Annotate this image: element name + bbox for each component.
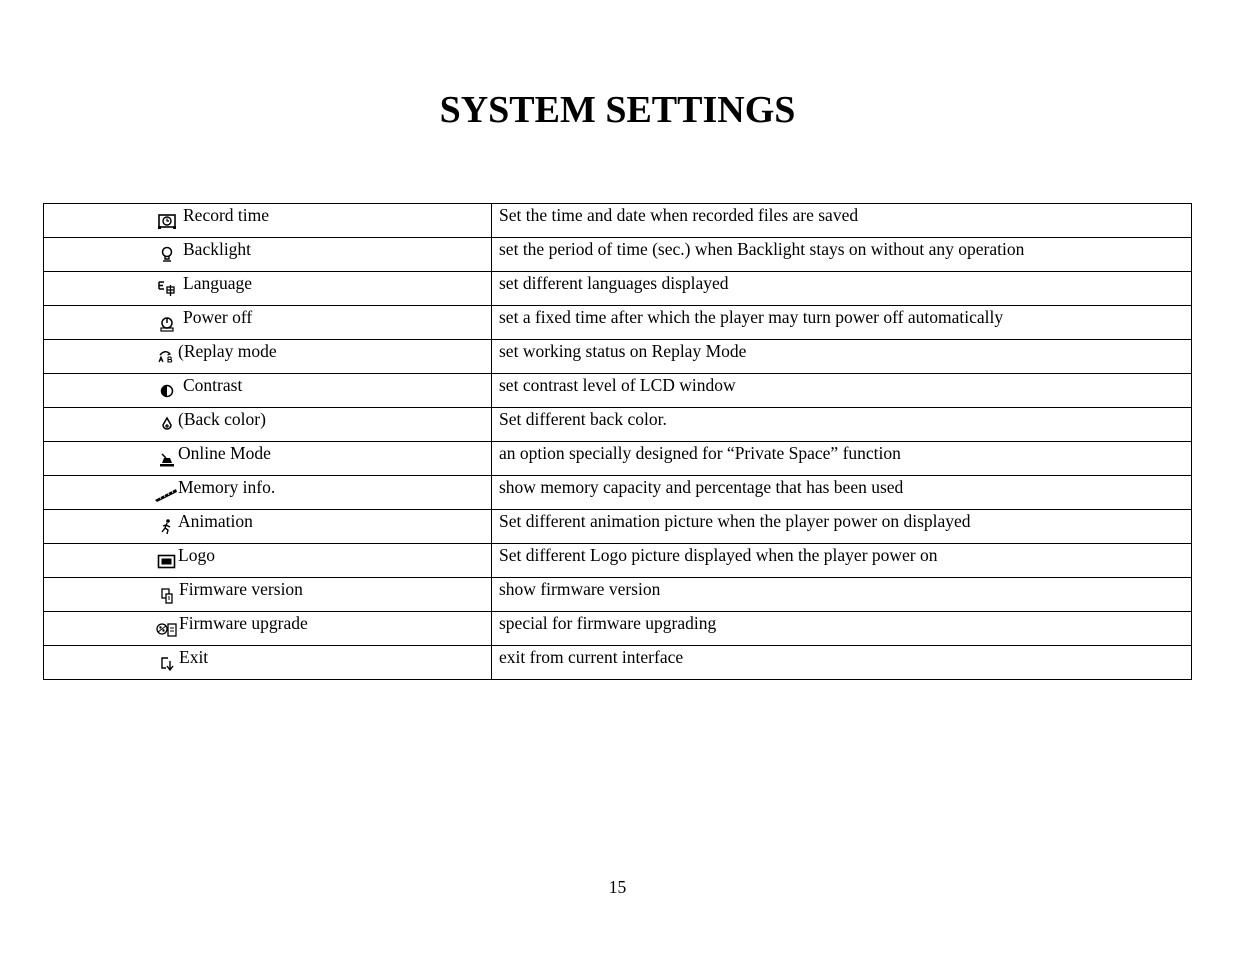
setting-name-cell	[44, 442, 492, 476]
memory-icon	[154, 483, 178, 503]
table-row	[44, 442, 1192, 476]
setting-name-cell	[44, 374, 492, 408]
color-drop-icon	[157, 415, 177, 435]
table-row	[44, 238, 1192, 272]
setting-description: Set different animation picture when the player power on displayed	[492, 510, 1192, 544]
setting-name: Exit	[179, 647, 209, 667]
table-row	[44, 204, 1192, 238]
settings-table	[43, 203, 1192, 680]
setting-description: special for firmware upgrading	[492, 612, 1192, 646]
setting-name: Contrast	[183, 375, 243, 395]
table-row	[44, 272, 1192, 306]
setting-name: Animation	[178, 511, 253, 531]
setting-name: Power off	[183, 307, 253, 327]
setting-description: set a fixed time after which the player may turn power off automatically	[492, 306, 1192, 340]
online-icon	[157, 449, 177, 469]
page-number: 15	[608, 877, 627, 897]
setting-description: Set different back color.	[492, 408, 1192, 442]
setting-description: set working status on Replay Mode	[492, 340, 1192, 374]
setting-name-cell	[44, 476, 492, 510]
table-row	[44, 612, 1192, 646]
setting-name-cell	[44, 510, 492, 544]
setting-name: Record time	[183, 205, 270, 225]
contrast-icon	[157, 381, 177, 401]
setting-name: Firmware upgrade	[179, 613, 308, 633]
table-row	[44, 510, 1192, 544]
setting-name-cell	[44, 238, 492, 272]
page-title: SYSTEM SETTINGS	[439, 89, 796, 131]
setting-name: (Replay mode	[178, 341, 277, 361]
setting-name-cell	[44, 340, 492, 374]
lightbulb-icon	[157, 245, 177, 265]
clock-icon	[157, 211, 177, 231]
setting-name-cell	[44, 306, 492, 340]
setting-name-cell	[44, 544, 492, 578]
table-row	[44, 646, 1192, 680]
table-row	[44, 374, 1192, 408]
table-row	[44, 306, 1192, 340]
setting-description: exit from current interface	[492, 646, 1192, 680]
setting-description: Set different Logo picture displayed when the player power on	[492, 544, 1192, 578]
setting-name-cell	[44, 612, 492, 646]
setting-name-cell	[44, 578, 492, 612]
power-icon	[157, 313, 177, 333]
running-man-icon	[157, 517, 177, 537]
table-row	[44, 476, 1192, 510]
setting-name: (Back color)	[178, 409, 266, 429]
logo-screen-icon	[157, 551, 177, 571]
setting-description: set contrast level of LCD window	[492, 374, 1192, 408]
exit-icon	[157, 653, 177, 673]
setting-description: set different languages displayed	[492, 272, 1192, 306]
setting-description: set the period of time (sec.) when Backlight stays on without any operation	[492, 238, 1192, 272]
table-row	[44, 578, 1192, 612]
setting-name: Language	[183, 273, 252, 293]
setting-name: Firmware version	[179, 579, 303, 599]
setting-description: Set the time and date when recorded files are saved	[492, 204, 1192, 238]
table-row	[44, 408, 1192, 442]
setting-description: an option specially designed for “Private Space” function	[492, 442, 1192, 476]
setting-name-cell	[44, 272, 492, 306]
setting-description: show firmware version	[492, 578, 1192, 612]
setting-name: Online Mode	[178, 443, 271, 463]
setting-name-cell	[44, 204, 492, 238]
setting-name-cell	[44, 408, 492, 442]
setting-name-cell	[44, 646, 492, 680]
language-icon	[157, 279, 177, 299]
table-row	[44, 340, 1192, 374]
setting-description: show memory capacity and percentage that has been used	[492, 476, 1192, 510]
setting-name: Logo	[178, 545, 215, 565]
firmware-upgrade-icon	[155, 619, 179, 639]
table-row	[44, 544, 1192, 578]
replay-icon	[157, 347, 177, 367]
setting-name: Memory info.	[178, 477, 276, 497]
firmware-icon	[157, 585, 177, 605]
setting-name: Backlight	[183, 239, 252, 259]
